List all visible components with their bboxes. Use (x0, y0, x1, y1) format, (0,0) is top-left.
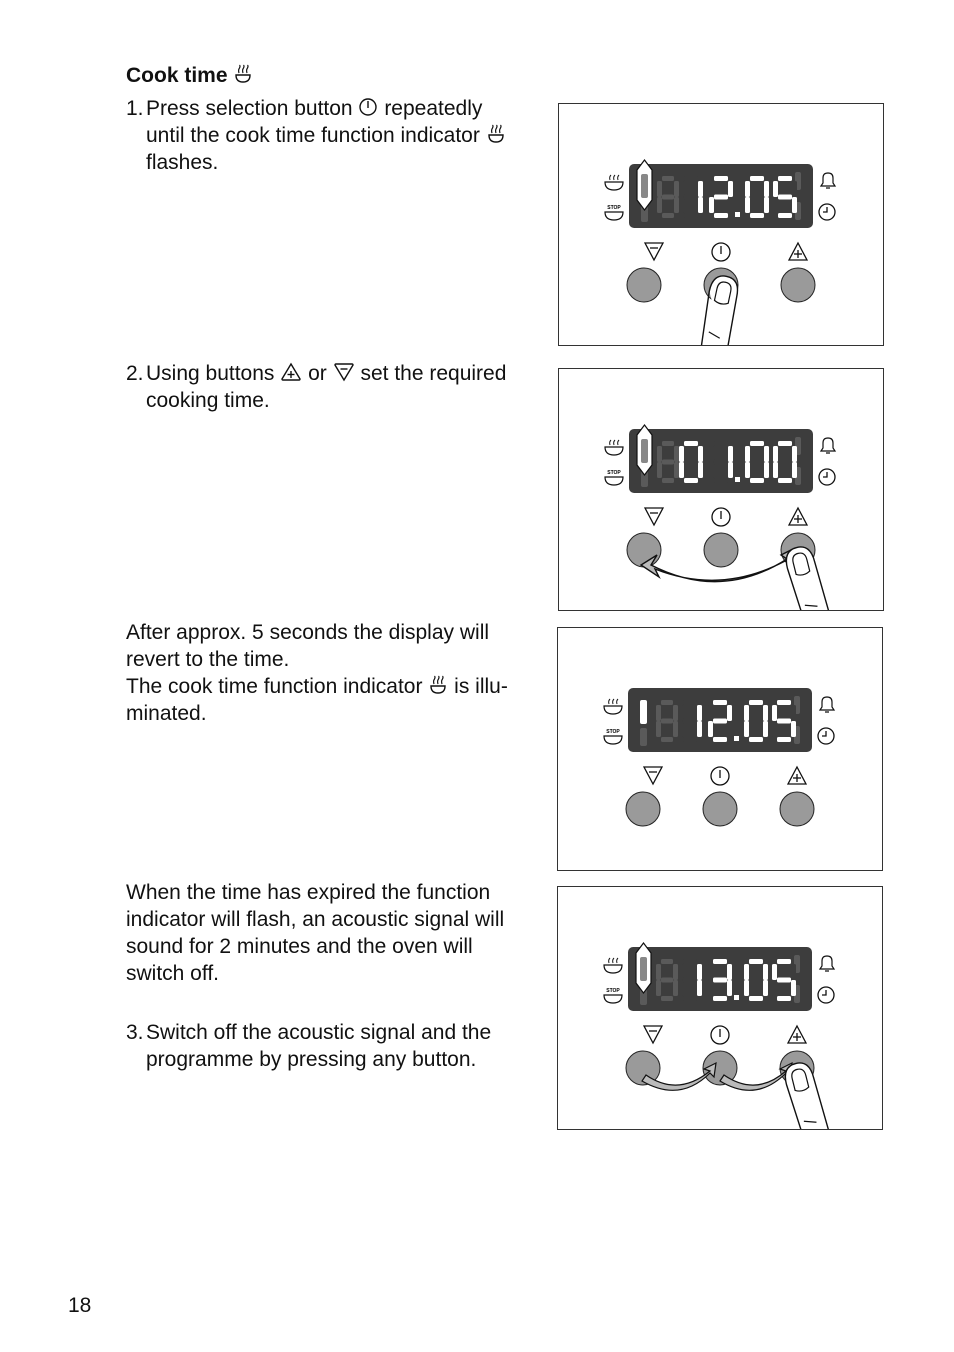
plus-button-icon (280, 362, 302, 382)
digit-segment (744, 721, 749, 737)
plus-button (780, 792, 814, 826)
section-heading (126, 64, 253, 88)
digit-segment (662, 478, 674, 483)
digit-segment (678, 721, 683, 737)
end-time-icon (604, 988, 622, 1003)
digit-segment (713, 700, 727, 705)
digit-segment (656, 964, 661, 980)
bell-icon (820, 956, 834, 971)
expired-paragraph (126, 879, 546, 987)
step-text: set the required (360, 362, 507, 385)
clock-icon (818, 987, 834, 1003)
time-display (629, 160, 813, 228)
digit-segment (683, 700, 697, 705)
minus-button (627, 533, 661, 567)
digit-segment (673, 705, 678, 721)
minus-button-icon (644, 1026, 662, 1043)
panel-illustration (558, 628, 882, 870)
digit-segment (656, 980, 661, 996)
para-line: sound for 2 minutes and the oven will (126, 935, 473, 958)
stop-label: STOP (607, 205, 621, 211)
clock-icon (819, 469, 835, 485)
digit-segment (697, 964, 702, 980)
digit-segment (713, 719, 727, 724)
digit-segment (698, 197, 703, 213)
step-text: Using buttons (146, 362, 275, 385)
digit-segment (697, 705, 702, 721)
digit-segment (713, 959, 727, 964)
stop-label: STOP (606, 729, 620, 735)
digit-segment (744, 980, 749, 996)
cook-time-icon (486, 124, 506, 144)
plus-button-icon (789, 243, 807, 260)
digit-segment (674, 462, 679, 478)
digit-segment (727, 980, 732, 996)
end-time-icon (605, 205, 623, 220)
digit-segment (661, 700, 673, 705)
digit-segment (745, 446, 750, 462)
minus-button-icon (644, 767, 662, 784)
decimal-point (735, 477, 740, 482)
digit-segment (674, 197, 679, 213)
digit-segment (708, 721, 713, 737)
plus-button-icon (789, 508, 807, 525)
minus-button (627, 268, 661, 302)
clock-selection-icon (358, 97, 378, 117)
step-1 (126, 95, 546, 176)
digit-segment (792, 197, 797, 213)
digit-segment (683, 719, 697, 724)
control-panel-2 (558, 368, 884, 611)
after-paragraph (126, 619, 546, 727)
cook-time-icon (428, 675, 448, 695)
end-time-icon (604, 729, 622, 744)
digit-segment (708, 980, 713, 996)
digit-segment (661, 719, 673, 724)
minus-button-icon (333, 362, 355, 382)
digit-segment (773, 462, 778, 478)
digit-segment (683, 959, 697, 964)
minus-button-icon (645, 508, 663, 525)
digit-segment (714, 441, 728, 446)
para-line: When the time has expired the function (126, 881, 491, 904)
digit-segment (678, 980, 683, 996)
cook-time-icon (233, 64, 253, 84)
digit-segment (792, 181, 797, 197)
digit-segment (714, 176, 728, 181)
panel-illustration (558, 887, 882, 1129)
digit-segment (777, 737, 791, 742)
digit-segment (708, 964, 713, 980)
digit-segment (709, 197, 714, 213)
digit-segment (662, 213, 674, 218)
step-3 (126, 1019, 546, 1073)
digit-segment (697, 980, 702, 996)
stop-label: STOP (607, 470, 621, 476)
digit-segment (656, 705, 661, 721)
step-number: 3. (126, 1021, 144, 1044)
digit-segment (764, 197, 769, 213)
flashing-indicator-icon (637, 160, 652, 210)
digit-segment (728, 446, 733, 462)
finger-icon (783, 544, 831, 610)
plus-button (781, 268, 815, 302)
control-panel-4 (557, 886, 883, 1130)
digit-segment (777, 996, 791, 1001)
selection-clock-icon (712, 243, 730, 261)
digit-segment (709, 462, 714, 478)
digit-segment (714, 460, 728, 465)
digit-segment (662, 176, 674, 181)
para-line: revert to the time. (126, 648, 290, 671)
function-indicator (640, 700, 647, 724)
cook-time-icon (605, 175, 623, 190)
digit-segment (684, 176, 698, 181)
digit-segment (661, 978, 673, 983)
digit-segment (728, 197, 733, 213)
step-2 (126, 360, 546, 414)
control-panel-1 (558, 103, 884, 346)
digit-segment (679, 462, 684, 478)
para-line: is illu- (454, 675, 508, 698)
cook-time-icon (605, 440, 623, 455)
decimal-point (734, 995, 739, 1000)
digit-segment (657, 197, 662, 213)
digit-segment (661, 959, 673, 964)
step-number: 1. (126, 97, 144, 120)
digit-segment (714, 213, 728, 218)
plus-button-icon (788, 767, 806, 784)
page-number: 18 (68, 1294, 92, 1317)
digit-segment (727, 705, 732, 721)
digit-segment (683, 737, 697, 742)
digit-segment (749, 737, 763, 742)
digit-segment (791, 980, 796, 996)
digit-segment (744, 964, 749, 980)
digit-segment (661, 737, 673, 742)
step-text: flashes. (146, 151, 219, 174)
step-text: repeatedly (384, 97, 483, 120)
section-title: Cook time (126, 64, 228, 87)
digit-segment (713, 996, 727, 1001)
bell-icon (821, 438, 835, 453)
para-line: switch off. (126, 962, 219, 985)
digit-segment (792, 462, 797, 478)
digit-segment (763, 964, 768, 980)
step-text: Switch off the acoustic signal and the (146, 1021, 492, 1044)
digit-segment (679, 181, 684, 197)
digit-segment (684, 478, 698, 483)
digit-segment (708, 705, 713, 721)
step-text: until the cook time function indicator (146, 124, 480, 147)
digit-segment (772, 705, 777, 721)
digit-segment (678, 964, 683, 980)
digit-segment (678, 705, 683, 721)
selection-clock-icon (711, 767, 729, 785)
digit-segment (709, 181, 714, 197)
digit-segment (778, 176, 792, 181)
digit-segment (683, 996, 697, 1001)
minus-button-icon (645, 243, 663, 260)
time-display (629, 425, 813, 493)
select-button (703, 792, 737, 826)
function-indicator-off (640, 728, 647, 746)
digit-segment (772, 980, 777, 996)
digit-segment (778, 478, 792, 483)
digit-segment (750, 460, 764, 465)
clock-icon (819, 204, 835, 220)
digit-segment (773, 197, 778, 213)
digit-segment (744, 705, 749, 721)
flashing-indicator-icon (637, 425, 652, 475)
digit-segment (709, 446, 714, 462)
digit-segment (777, 959, 791, 964)
panel-illustration (559, 104, 883, 345)
bell-icon (821, 173, 835, 188)
stop-label: STOP (606, 988, 620, 994)
digit-segment (656, 721, 661, 737)
digit-segment (684, 460, 698, 465)
digit-segment (662, 195, 674, 200)
digit-segment (727, 721, 732, 737)
digit-segment (714, 478, 728, 483)
digit-segment (750, 213, 764, 218)
digit-segment (749, 996, 763, 1001)
digit-segment (778, 441, 792, 446)
digit-segment (750, 441, 764, 446)
digit-segment (657, 446, 662, 462)
digit-segment (684, 213, 698, 218)
para-line: indicator will flash, an acoustic signal will (126, 908, 505, 931)
digit-segment (750, 176, 764, 181)
step-number: 2. (126, 362, 144, 385)
digit-segment (763, 721, 768, 737)
digit-segment (684, 441, 698, 446)
digit-segment (749, 978, 763, 983)
digit-segment (750, 195, 764, 200)
digit-segment (763, 705, 768, 721)
digit-segment (698, 462, 703, 478)
digit-segment (749, 719, 763, 724)
digit-segment (714, 195, 728, 200)
digit-segment (728, 181, 733, 197)
digit-segment (679, 197, 684, 213)
digit-segment (698, 181, 703, 197)
finger-icon (782, 1060, 830, 1129)
digit-segment (764, 462, 769, 478)
digit-segment (657, 462, 662, 478)
digit-segment (772, 721, 777, 737)
digit-segment (773, 181, 778, 197)
minus-button (626, 792, 660, 826)
digit-segment (745, 462, 750, 478)
digit-segment (777, 719, 791, 724)
digit-segment (764, 181, 769, 197)
digit-segment (764, 446, 769, 462)
digit-segment (777, 700, 791, 705)
digit-segment (657, 181, 662, 197)
digit-segment (749, 700, 763, 705)
end-time-icon (605, 470, 623, 485)
time-display (628, 943, 812, 1011)
digit-segment (727, 964, 732, 980)
digit-segment (773, 446, 778, 462)
cook-time-icon (604, 699, 622, 714)
panel-illustration (559, 369, 883, 610)
digit-segment (778, 213, 792, 218)
digit-segment (791, 964, 796, 980)
selection-clock-icon (711, 1026, 729, 1044)
para-line: After approx. 5 seconds the display will (126, 621, 490, 644)
cook-time-icon (604, 958, 622, 973)
digit-segment (674, 446, 679, 462)
digit-segment (750, 478, 764, 483)
digit-segment (683, 978, 697, 983)
digit-segment (674, 181, 679, 197)
digit-segment (745, 197, 750, 213)
decimal-point (734, 736, 739, 741)
digit-segment (772, 964, 777, 980)
digit-segment (749, 959, 763, 964)
decimal-point (735, 212, 740, 217)
digit-segment (698, 446, 703, 462)
digit-segment (662, 441, 674, 446)
step-text: Press selection button (146, 97, 353, 120)
digit-segment (684, 195, 698, 200)
digit-segment (713, 978, 727, 983)
digit-segment (728, 462, 733, 478)
clock-icon (818, 728, 834, 744)
para-line: minated. (126, 702, 207, 725)
step-text: programme by pressing any button. (146, 1048, 477, 1071)
digit-segment (763, 980, 768, 996)
bell-icon (820, 697, 834, 712)
digit-segment (673, 964, 678, 980)
digit-segment (778, 195, 792, 200)
flashing-indicator-icon (636, 943, 651, 993)
plus-button-icon (788, 1026, 806, 1043)
time-display (628, 688, 812, 752)
select-button (704, 533, 738, 567)
digit-segment (791, 721, 796, 737)
digit-segment (679, 446, 684, 462)
digit-segment (745, 181, 750, 197)
step-text: cooking time. (146, 389, 270, 412)
digit-segment (662, 460, 674, 465)
digit-segment (661, 996, 673, 1001)
digit-segment (673, 721, 678, 737)
para-line: The cook time function indicator (126, 675, 423, 698)
digit-segment (778, 460, 792, 465)
step-text: or (308, 362, 327, 385)
digit-segment (713, 737, 727, 742)
digit-segment (673, 980, 678, 996)
control-panel-3 (557, 627, 883, 871)
digit-segment (777, 978, 791, 983)
selection-clock-icon (712, 508, 730, 526)
digit-segment (697, 721, 702, 737)
digit-segment (791, 705, 796, 721)
digit-segment (792, 446, 797, 462)
